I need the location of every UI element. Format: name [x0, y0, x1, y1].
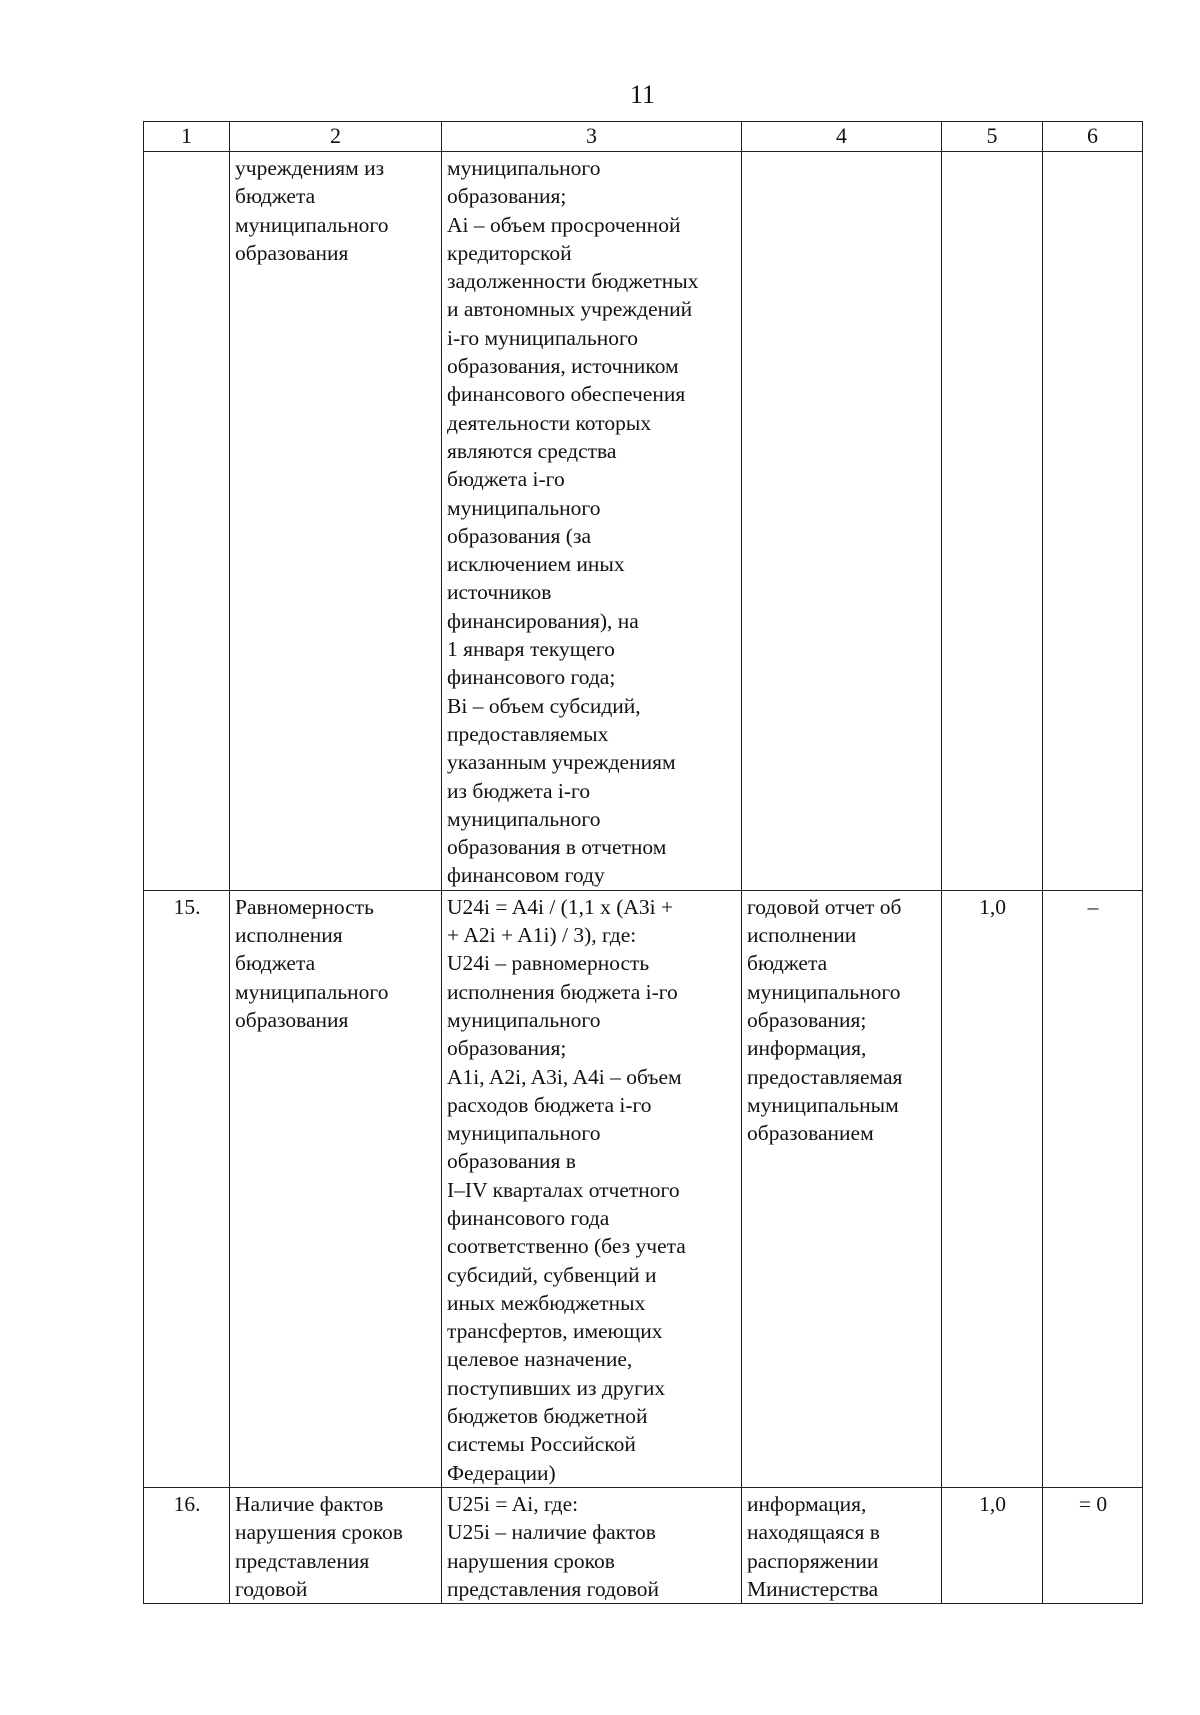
formula-cell: U24i = A4i / (1,1 x (A3i + + A2i + A1i) / 3), где: U24i – равномерность исполнения бюджета i-го муниципального образования; A1i, A2i, A3i, A4i – объем расходов бюджета i-го муниципального образования в I–IV кварталах отчетного финансового года соответственно (без учета субсидий, субвенций и иных межбюджетных трансфертов, имеющих целевое назначение, поступивших из других бюджетов бюджетной системы Российской Федерации): [442, 890, 742, 1487]
row-number-cell: [144, 152, 230, 891]
source-cell: годовой отчет об исполнении бюджета муниципального образования; информация, предоставляемая муниципальным образованием: [742, 890, 942, 1487]
formula-cell: U25i = Ai, где: U25i – наличие фактов нарушения сроков представления годовой: [442, 1487, 742, 1603]
source-cell: [742, 152, 942, 891]
table-row: [144, 890, 1143, 1487]
weight-cell: 1,0: [942, 1487, 1043, 1603]
criteria-table: [143, 121, 1143, 1604]
target-cell: [1043, 152, 1143, 891]
weight-cell: [942, 152, 1043, 891]
header-cell: 2: [230, 122, 442, 152]
row-number-cell: 15.: [144, 890, 230, 1487]
header-cell: 6: [1043, 122, 1143, 152]
header-cell: 1: [144, 122, 230, 152]
indicator-cell: учреждениям из бюджета муниципального образования: [230, 152, 442, 891]
header-cell: 5: [942, 122, 1043, 152]
indicator-cell: Равномерность исполнения бюджета муниципального образования: [230, 890, 442, 1487]
header-cell: 4: [742, 122, 942, 152]
table-header-row: [144, 122, 1143, 152]
row-number-cell: 16.: [144, 1487, 230, 1603]
table-row: [144, 1487, 1143, 1603]
table-row: [144, 152, 1143, 891]
source-cell: информация, находящаяся в распоряжении Министерства: [742, 1487, 942, 1603]
target-cell: –: [1043, 890, 1143, 1487]
header-cell: 3: [442, 122, 742, 152]
page-number: 11: [629, 80, 656, 109]
weight-cell: 1,0: [942, 890, 1043, 1487]
formula-cell: муниципального образования; Ai – объем просроченной кредиторской задолженности бюджетных и автономных учреждений i-го муниципального образования, источником финансового обеспечения деятельности которых являются средства бюджета i-го муниципального образования (за исключением иных источников финансирования), на 1 января текущего финансового года; Bi – объем субсидий, предоставляемых указанным учреждениям из бюджета i-го муниципального образования в отчетном финансовом году: [442, 152, 742, 891]
indicator-cell: Наличие фактов нарушения сроков представления годовой: [230, 1487, 442, 1603]
target-cell: = 0: [1043, 1487, 1143, 1603]
